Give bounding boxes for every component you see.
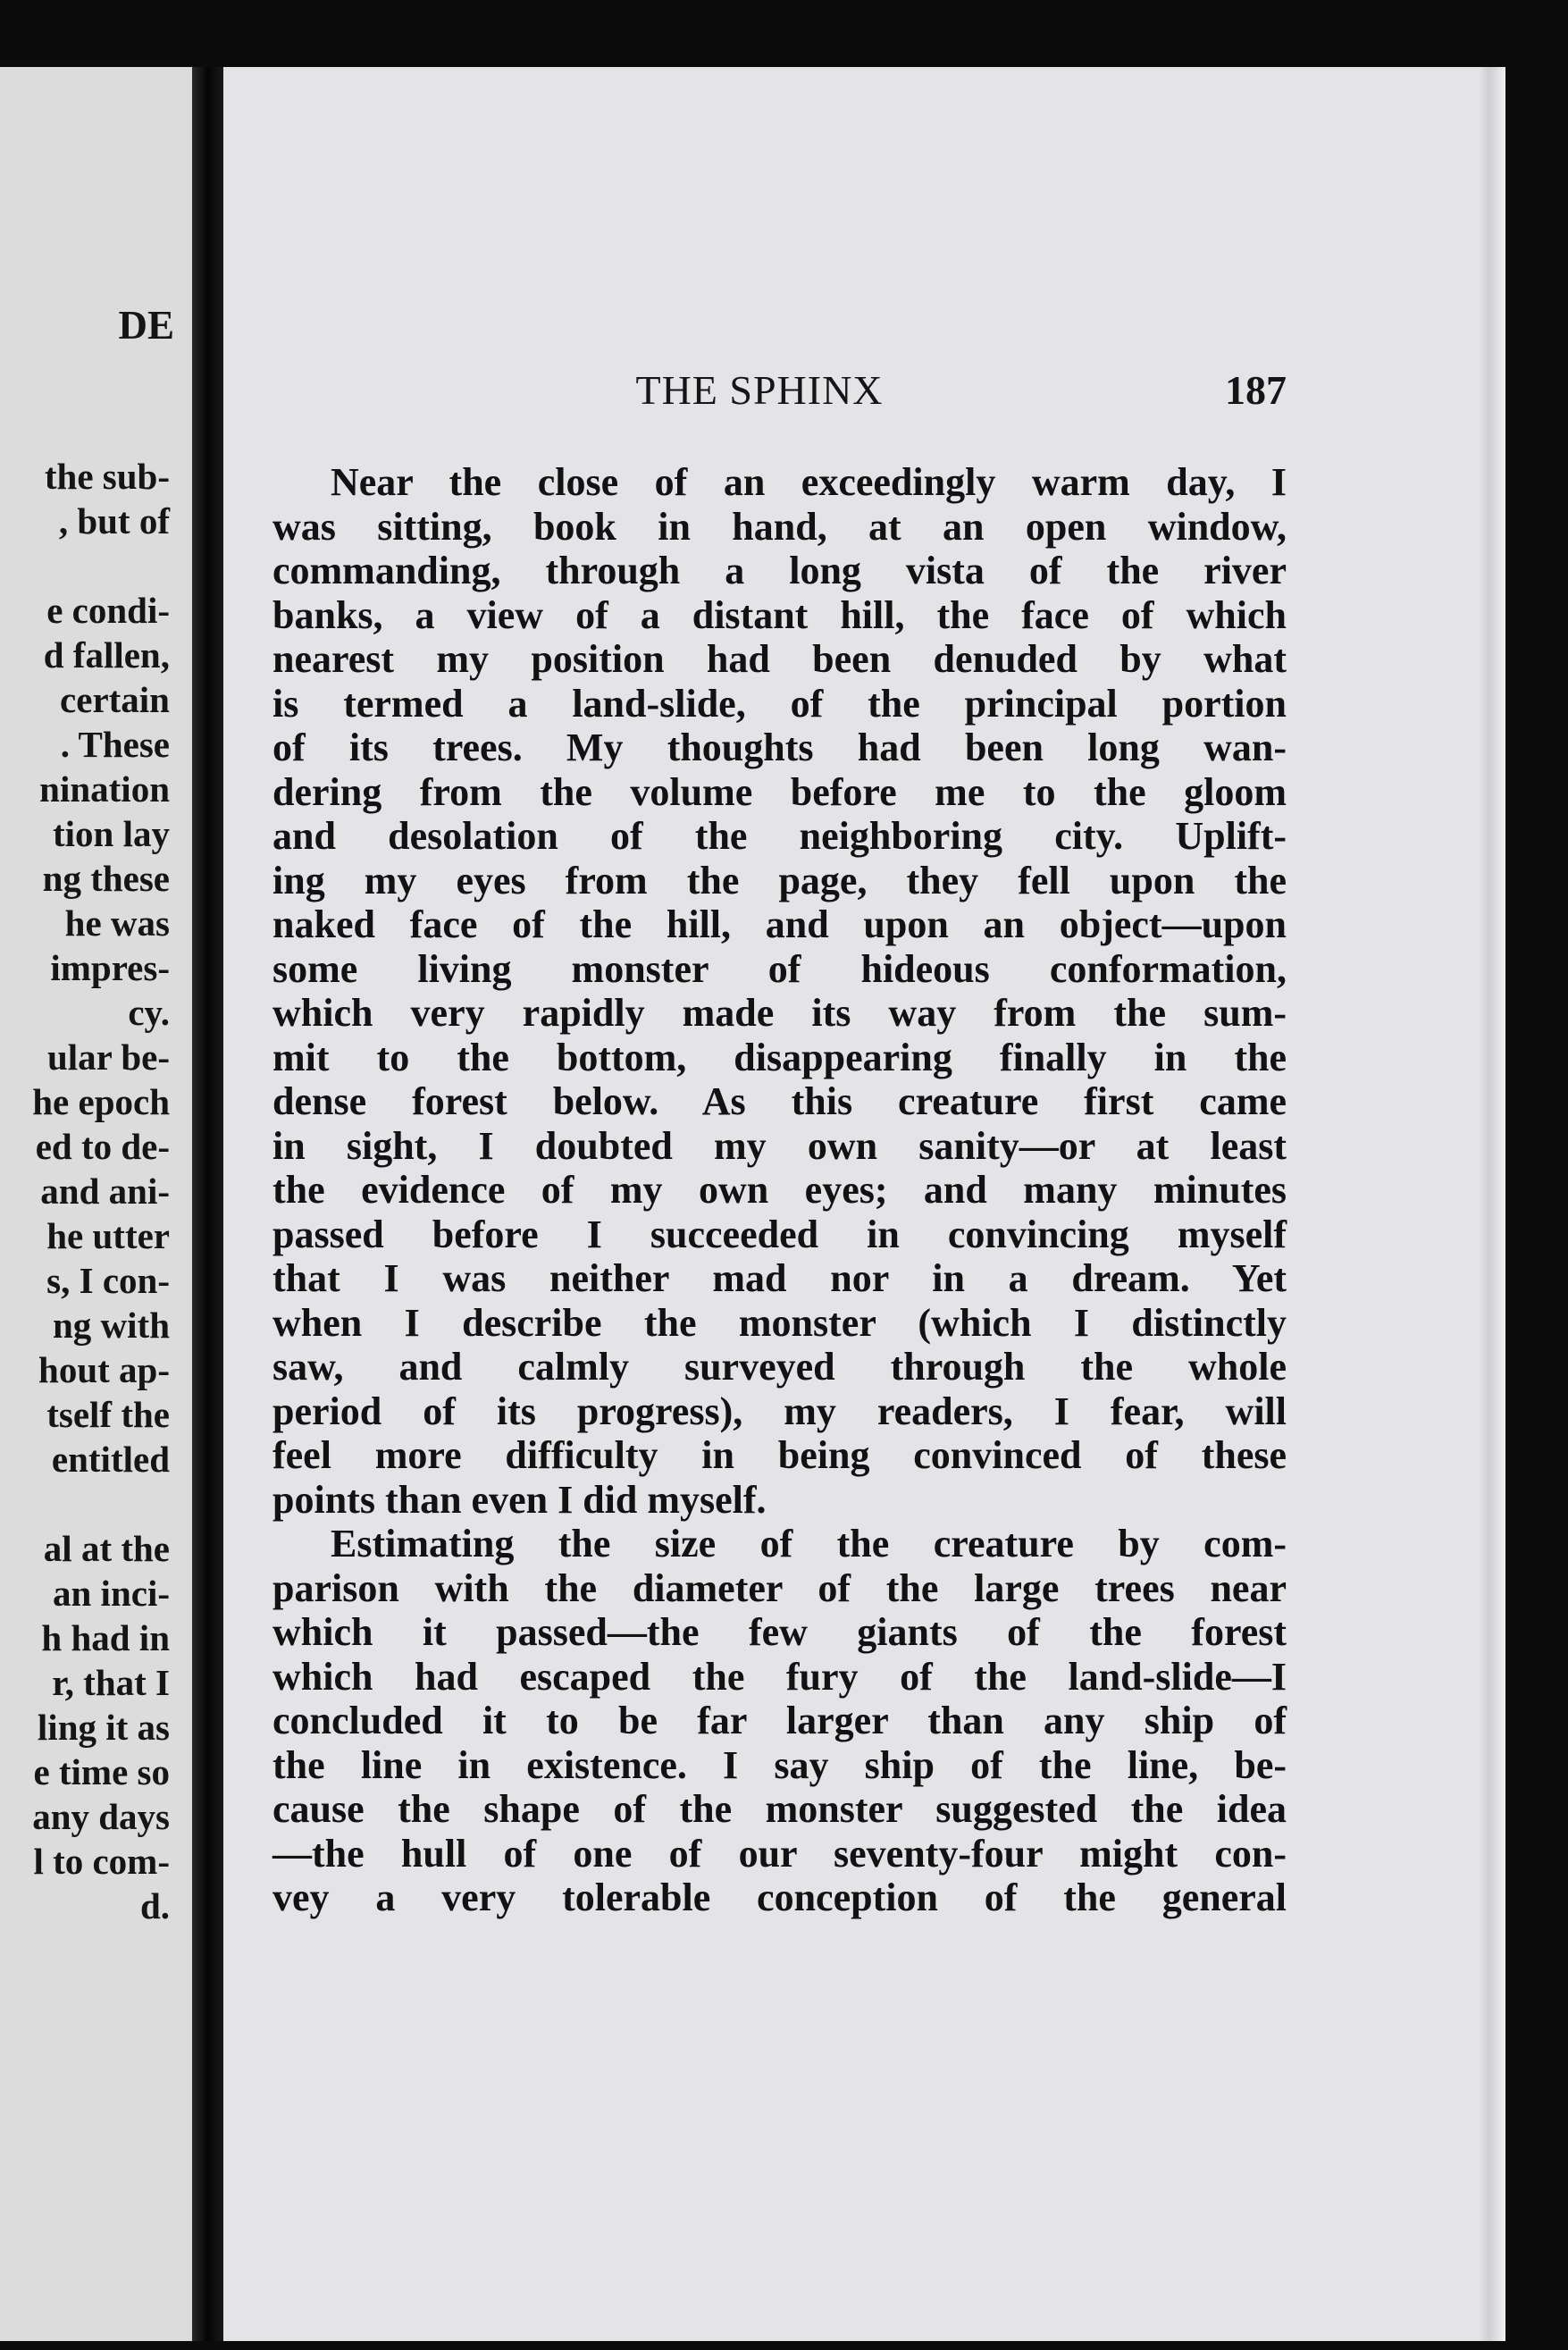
facing-page-line: . These	[60, 724, 170, 765]
facing-page-line: tself the	[46, 1394, 170, 1435]
book-gutter	[192, 67, 223, 2341]
facing-page-line: the sub-	[44, 456, 170, 497]
page-header	[223, 366, 1505, 420]
text-line: feel more difficulty in being convinced of these	[273, 1433, 1287, 1477]
facing-page-line: ling it as	[37, 1707, 170, 1748]
text-line: and desolation of the neighboring city. Uplift-	[273, 814, 1287, 858]
text-line: concluded it to be far larger than any ship of	[273, 1699, 1287, 1742]
facing-page-line: , but of	[58, 500, 170, 541]
facing-page-line: cy.	[128, 992, 170, 1033]
facing-page-line: he was	[64, 902, 170, 944]
facing-page-line: certain	[60, 679, 170, 720]
facing-page-line: and ani-	[40, 1171, 170, 1212]
text-line: —the hull of one of our seventy-four might con-	[273, 1831, 1287, 1876]
facing-page-header-fragment: DE	[118, 303, 174, 348]
facing-page-line: l to com-	[33, 1841, 170, 1882]
text-line: the evidence of my own eyes; and many minutes	[273, 1168, 1287, 1212]
facing-page-line: tion lay	[53, 813, 170, 854]
text-line: vey a very tolerable conception of the general	[273, 1876, 1287, 1919]
text-line: was sitting, book in hand, at an open window,	[273, 504, 1287, 549]
facing-page-line: entitled	[51, 1439, 170, 1480]
text-line: the line in existence. I say ship of the line, be-	[273, 1742, 1287, 1787]
body-text	[273, 460, 1287, 1920]
facing-page-line: impres-	[50, 947, 170, 988]
text-line: commanding, through a long vista of the river	[273, 549, 1287, 592]
facing-page-line: ng with	[52, 1305, 170, 1346]
text-line: when I describe the monster (which I distinctly	[273, 1300, 1287, 1345]
facing-page-line: al at the	[43, 1528, 170, 1569]
facing-page-line: r, that I	[52, 1662, 170, 1703]
page-number: 187	[1225, 367, 1287, 413]
text-line: which very rapidly made its way from the sum-	[273, 991, 1287, 1035]
facing-page-line: h had in	[41, 1617, 170, 1658]
text-line: nearest my position had been denuded by what	[273, 637, 1287, 681]
text-line: cause the shape of the monster suggested the idea	[273, 1787, 1287, 1831]
text-line: passed before I succeeded in convincing myself	[273, 1212, 1287, 1256]
text-line: Estimating the size of the creature by com-	[331, 1522, 1287, 1565]
text-line: mit to the bottom, disappearing finally in the	[273, 1035, 1287, 1079]
facing-page-line: e time so	[33, 1751, 170, 1792]
frame-edge	[0, 2341, 1568, 2350]
facing-page-line	[0, 1481, 170, 1526]
facing-page-line: ed to de-	[35, 1126, 170, 1167]
text-line: which had escaped the fury of the land-slide—I	[273, 1654, 1287, 1699]
book-page	[223, 67, 1505, 2341]
facing-page-line: e condi-	[46, 590, 170, 631]
text-line: in sight, I doubted my own sanity—or at least	[273, 1123, 1287, 1168]
text-line: that I was neither mad nor in a dream. Yet	[273, 1256, 1287, 1300]
text-line: which it passed—the few giants of the forest	[273, 1610, 1287, 1654]
text-line: banks, a view of a distant hill, the face of which	[273, 592, 1287, 637]
facing-page-left	[0, 67, 192, 2341]
facing-page-line: an inci-	[53, 1573, 170, 1614]
text-line: ing my eyes from the page, they fell upon the	[273, 858, 1287, 902]
text-line: dense forest below. As this creature first came	[273, 1079, 1287, 1123]
facing-page-line: d fallen,	[43, 634, 170, 676]
facing-page-line	[0, 543, 170, 588]
facing-page-line: he epoch	[32, 1081, 170, 1122]
facing-page-line: any days	[32, 1796, 170, 1837]
text-line: Near the close of an exceedingly warm day, I	[331, 460, 1287, 504]
running-title: THE SPHINX	[635, 367, 884, 413]
page-edge	[1479, 67, 1505, 2341]
facing-page-line: d.	[139, 1885, 170, 1926]
facing-page-line: nination	[39, 768, 170, 810]
facing-page-line: hout ap-	[38, 1349, 170, 1390]
text-line: is termed a land-slide, of the principal portion	[273, 681, 1287, 726]
facing-page-line: ng these	[42, 858, 170, 899]
text-line: some living monster of hideous conformation,	[273, 946, 1287, 991]
text-line: period of its progress), my readers, I fear, will	[273, 1389, 1287, 1433]
text-line: naked face of the hill, and upon an object—upon	[273, 902, 1287, 946]
text-line: saw, and calmly surveyed through the whole	[273, 1345, 1287, 1389]
facing-page-line: he utter	[46, 1215, 170, 1256]
text-line: dering from the volume before me to the gloom	[273, 769, 1287, 814]
facing-page-line: s, I con-	[46, 1260, 170, 1301]
facing-page-line: ular be-	[46, 1037, 170, 1078]
text-line: points than even I did myself.	[273, 1477, 767, 1522]
facing-page-text	[0, 454, 170, 1928]
text-line: parison with the diameter of the large trees near	[273, 1565, 1287, 1610]
text-line: of its trees. My thoughts had been long wan-	[273, 726, 1287, 769]
